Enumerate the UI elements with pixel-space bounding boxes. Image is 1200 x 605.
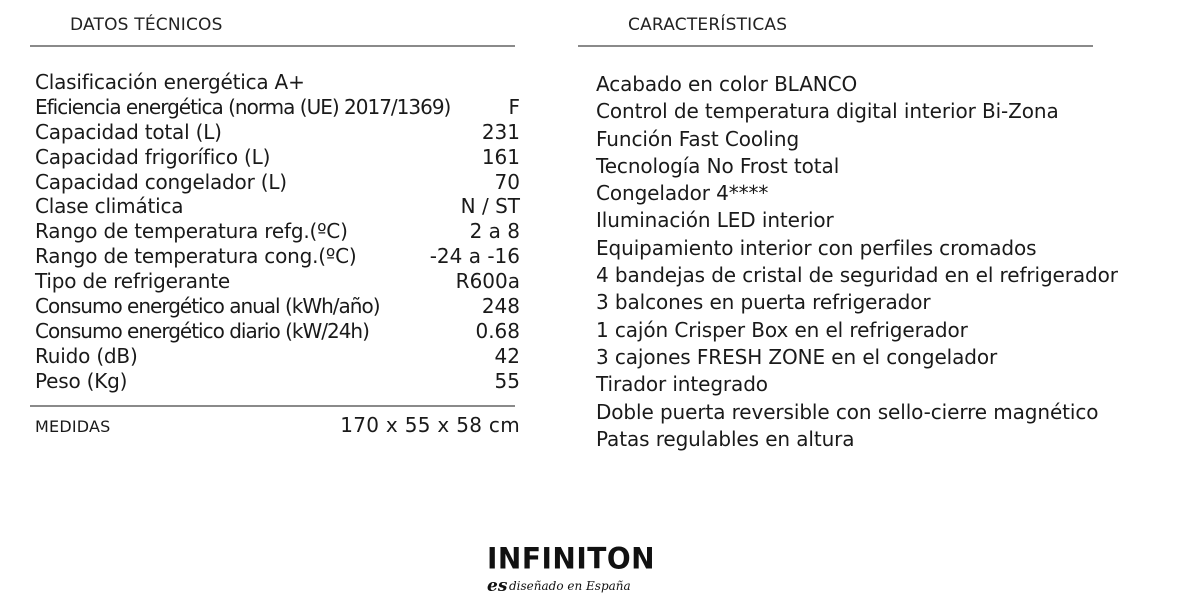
spec-label: Ruido (dB) xyxy=(35,343,138,368)
spec-row xyxy=(35,145,520,170)
feature-item: Tirador integrado xyxy=(596,372,768,397)
spec-row xyxy=(35,170,520,195)
feature-item: 1 cajón Crisper Box en el refrigerador xyxy=(596,317,968,342)
spec-label: Consumo energético diario (kW/24h) xyxy=(35,318,369,343)
spec-row xyxy=(35,344,520,369)
feature-item: 4 bandejas de cristal de seguridad en el refrigerador xyxy=(596,263,1118,288)
spec-value: -24 a -16 xyxy=(429,244,520,269)
spec-row xyxy=(35,369,520,394)
spec-label: Rango de temperatura cong.(ºC) xyxy=(35,244,357,269)
spec-value: N / ST xyxy=(460,194,520,219)
spec-row xyxy=(35,244,520,269)
spec-value: 0.68 xyxy=(475,318,520,343)
feature-item: Patas regulables en altura xyxy=(596,426,855,451)
feature-item: Acabado en color BLANCO xyxy=(596,72,858,96)
spec-value: 248 xyxy=(481,294,520,319)
medidas-value: 170 x 55 x 58 cm xyxy=(340,413,520,437)
feature-item: Tecnología No Frost total xyxy=(596,153,840,178)
feature-item: Equipamiento interior con perfiles cromados xyxy=(596,235,1037,260)
spec-row xyxy=(35,120,520,145)
spec-row xyxy=(35,319,520,344)
brand-name: INFINITON xyxy=(487,541,656,576)
brand-tagline xyxy=(487,576,631,596)
spec-value: 161 xyxy=(481,144,520,169)
features-divider xyxy=(578,45,1093,47)
spec-label: Tipo de refrigerante xyxy=(35,269,231,294)
medidas-label: MEDIDAS xyxy=(35,417,111,436)
spec-value: A+ xyxy=(274,70,305,94)
tech-section-title: DATOS TÉCNICOS xyxy=(70,15,223,35)
feature-item: Doble puerta reversible con sello-cierre magnético xyxy=(596,399,1099,424)
spec-label: Rango de temperatura refg.(ºC) xyxy=(35,219,348,244)
medidas-divider xyxy=(30,405,515,407)
spec-row xyxy=(35,194,520,219)
spec-value: 42 xyxy=(494,343,520,368)
spec-row xyxy=(35,219,520,244)
spec-label: Capacidad total (L) xyxy=(35,119,222,144)
spec-label: Clase climática xyxy=(35,194,184,219)
spec-label: Clasificación energética xyxy=(35,70,269,94)
brand-tagline-text: diseñado en España xyxy=(509,579,631,593)
feature-item: Congelador 4**** xyxy=(596,181,769,206)
spec-value: 70 xyxy=(494,169,520,194)
spec-value: 2 a 8 xyxy=(469,219,520,244)
spec-label: Capacidad congelador (L) xyxy=(35,169,287,194)
brand-logo xyxy=(487,541,656,596)
spec-row xyxy=(35,70,520,95)
spec-value: 231 xyxy=(481,119,520,144)
spec-row xyxy=(35,95,520,120)
spec-row xyxy=(35,294,520,319)
spec-list xyxy=(35,70,520,394)
spec-value: R600a xyxy=(455,269,520,294)
feature-item: 3 cajones FRESH ZONE en el congelador xyxy=(596,344,998,369)
feature-list xyxy=(596,71,1196,453)
spec-label: Capacidad frigorífico (L) xyxy=(35,144,271,169)
spec-row xyxy=(35,269,520,294)
spec-value: 55 xyxy=(494,368,520,393)
spec-label: Consumo energético anual (kWh/año) xyxy=(35,294,380,319)
features-section-title: CARACTERÍSTICAS xyxy=(628,15,788,35)
tech-divider xyxy=(30,45,515,47)
feature-item: Iluminación LED interior xyxy=(596,208,834,233)
feature-item: Función Fast Cooling xyxy=(596,126,800,151)
medidas-row xyxy=(35,413,520,437)
feature-item: Control de temperatura digital interior Bi-Zona xyxy=(596,99,1059,124)
brand-tagline-prefix: es xyxy=(487,576,508,596)
feature-item: 3 balcones en puerta refrigerador xyxy=(596,290,931,315)
spec-label: Peso (Kg) xyxy=(35,368,128,393)
spec-label: Eficiencia energética (norma (UE) 2017/1369) xyxy=(35,94,451,119)
spec-value: F xyxy=(508,94,520,119)
